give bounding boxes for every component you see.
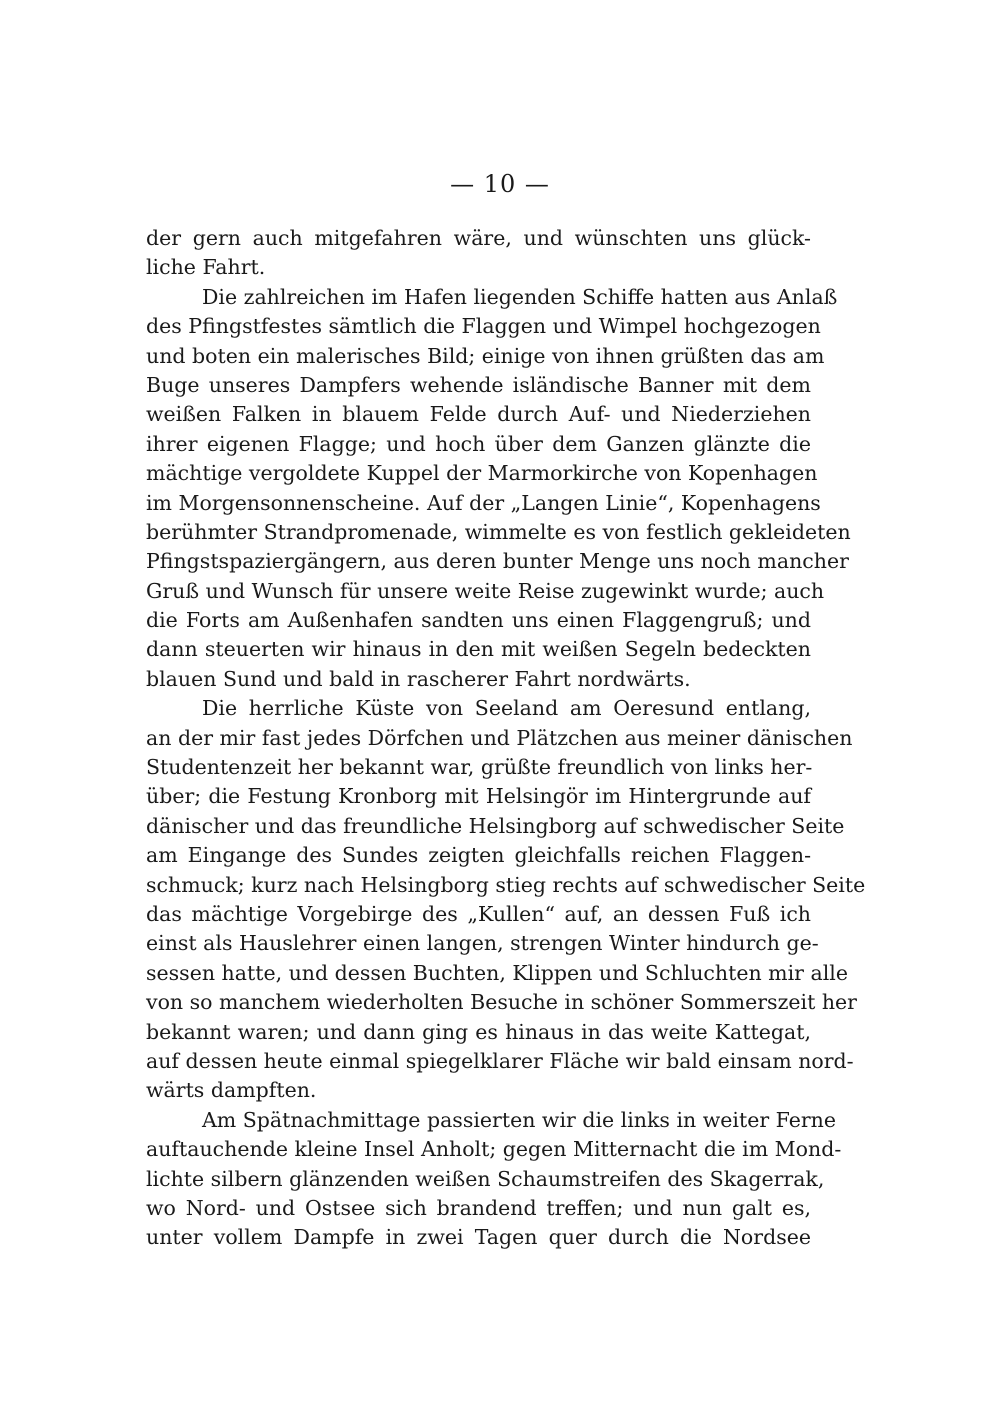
text-line: Studentenzeit her bekannt war, grüßte freundlich von links her- [146,755,813,780]
text-line: Pfingstspaziergängern, aus deren bunter Menge uns noch mancher [146,549,849,574]
text-line: die Forts am Außenhafen sandten uns einen Flaggengruß; und [146,608,811,633]
text-line: dann steuerten wir hinaus in den mit weißen Segeln bedeckten [146,637,811,662]
text-line: bekannt waren; und dann ging es hinaus in das weite Kattegat, [146,1019,811,1044]
page-number: — 10 — [450,170,550,198]
text-line: der gern auch mitgefahren wäre, und wünschten uns glück- [146,226,811,250]
text-line: Die herrliche Küste von Seeland am Oeresund entlang, [202,696,811,721]
text-line: unter vollem Dampfe in zwei Tagen quer durch die Nordsee [146,1225,811,1250]
text-line: wo Nord- und Ostsee sich brandend treffen; und nun galt es, [146,1195,811,1220]
text-line: und boten ein malerisches Bild; einige von ihnen grüßten das am [146,343,825,368]
text-line: dänischer und das freundliche Helsingborg auf schwedischer Seite [146,813,845,838]
text-line: auftauchende kleine Insel Anholt; gegen Mitternacht die im Mond- [146,1137,842,1162]
text-line: am Eingange des Sundes zeigten gleichfalls reichen Flaggen- [146,843,811,868]
text-line: im Morgensonnenscheine. Auf der „Langen Linie“, Kopenhagens [146,490,821,515]
text-line: auf dessen heute einmal spiegelklarer Fläche wir bald einsam nord- [146,1048,854,1073]
text-line: Buge unseres Dampfers wehende isländische Banner mit dem [146,372,811,397]
text-line: weißen Falken in blauem Felde durch Auf- und Niederziehen [146,402,811,427]
text-line: schmuck; kurz nach Helsingborg stieg rechts auf schwedischer Seite [146,872,866,897]
text-line: an der mir fast jedes Dörfchen und Plätzchen aus meiner dänischen [146,725,853,750]
text-line: von so manchem wiederholten Besuche in schöner Sommerszeit her [146,990,857,1015]
text-line: einst als Hauslehrer einen langen, strengen Winter hindurch ge- [146,931,819,956]
text-line: liche Fahrt. [146,255,266,280]
text-line: Gruß und Wunsch für unsere weite Reise zugewinkt wurde; auch [146,578,825,603]
text-line: mächtige vergoldete Kuppel der Marmorkirche von Kopenhagen [146,461,818,486]
text-line: Die zahlreichen im Hafen liegenden Schiffe hatten aus Anlaß [202,284,838,309]
text-line: ihrer eigenen Flagge; und hoch über dem Ganzen glänzte die [146,431,811,456]
text-line: lichte silbern glänzenden weißen Schaumstreifen des Skagerrak, [146,1166,825,1191]
text-line: über; die Festung Kronborg mit Helsingör im Hintergrunde auf [146,784,811,809]
body-text [146,224,866,1253]
text-line: blauen Sund und bald in rascherer Fahrt nordwärts. [146,666,691,691]
text-line: Am Spätnachmittage passierten wir die links in weiter Ferne [202,1107,837,1132]
text-line: sessen hatte, und dessen Buchten, Klippen und Schluchten mir alle [146,960,848,985]
text-line: des Pfingstfestes sämtlich die Flaggen und Wimpel hochgezogen [146,314,821,339]
text-line: das mächtige Vorgebirge des „Kullen“ auf, an dessen Fuß ich [146,901,811,926]
text-line: berühmter Strandpromenade, wimmelte es von festlich gekleideten [146,519,851,544]
text-line: wärts dampften. [146,1078,317,1103]
